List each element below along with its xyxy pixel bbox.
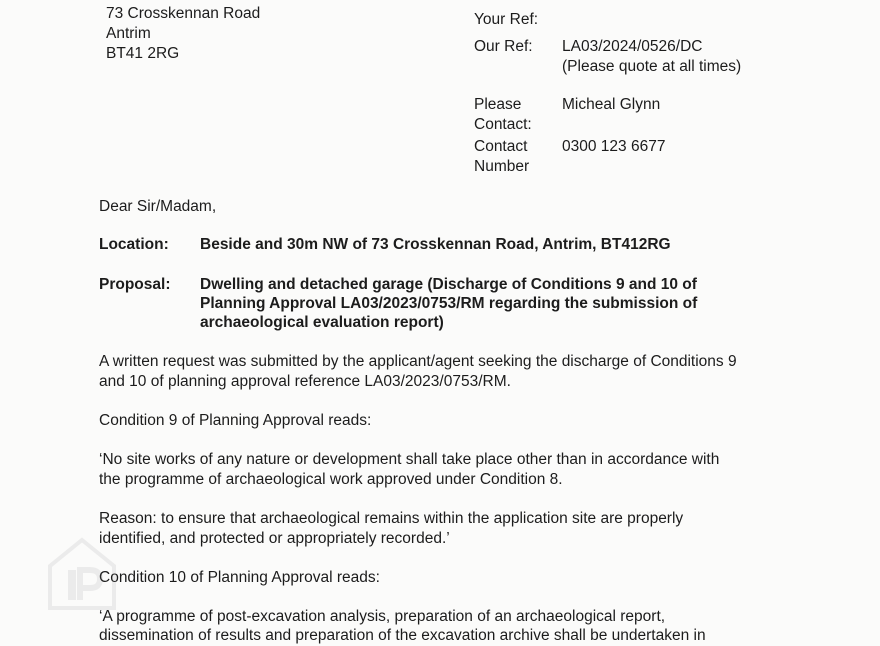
contact-number: 0300 123 6677 xyxy=(562,138,666,155)
property-pal-logo-icon xyxy=(44,536,120,612)
address-line-1: 73 Crosskennan Road xyxy=(106,5,261,22)
address-line-3: BT41 2RG xyxy=(106,45,180,62)
salutation: Dear Sir/Madam, xyxy=(99,198,217,215)
reason-line-2: identified, and protected or appropriately recorded.’ xyxy=(99,530,450,547)
request-paragraph-line-2: and 10 of planning approval reference LA03/2023/0753/RM. xyxy=(99,373,511,390)
contact-number-label-line-2: Number xyxy=(474,158,530,175)
location-value: Beside and 30m NW of 73 Crosskennan Road, Antrim, BT412RG xyxy=(200,236,671,253)
condition-10-text-line-1: ‘A programme of post-excavation analysis, preparation of an archaeological report, xyxy=(99,608,666,625)
proposal-line-3: archaeological evaluation report) xyxy=(200,314,444,331)
proposal-line-1: Dwelling and detached garage (Discharge of Conditions 9 and 10 of xyxy=(200,276,697,293)
proposal-line-2: Planning Approval LA03/2023/0753/RM regarding the submission of xyxy=(200,295,698,312)
your-ref-label: Your Ref: xyxy=(474,11,539,28)
condition-9-heading: Condition 9 of Planning Approval reads: xyxy=(99,412,372,429)
contact-number-label-line-1: Contact xyxy=(474,138,528,155)
condition-10-heading: Condition 10 of Planning Approval reads: xyxy=(99,569,380,586)
condition-9-text-line-1: ‘No site works of any nature or development shall take place other than in accordance with xyxy=(99,451,720,468)
reason-line-1: Reason: to ensure that archaeological remains within the application site are properly xyxy=(99,510,684,527)
our-ref-label: Our Ref: xyxy=(474,38,533,55)
contact-label-line-1: Please xyxy=(474,96,522,113)
condition-9-text-line-2: the programme of archaeological work approved under Condition 8. xyxy=(99,471,563,488)
contact-label-line-2: Contact: xyxy=(474,116,532,133)
address-line-2: Antrim xyxy=(106,25,151,42)
our-ref-value: LA03/2024/0526/DC xyxy=(562,38,703,55)
our-ref-note: (Please quote at all times) xyxy=(562,58,742,75)
proposal-label: Proposal: xyxy=(99,276,171,293)
condition-10-text-line-2: dissemination of results and preparation of the excavation archive shall be undertaken in xyxy=(99,627,706,644)
location-label: Location: xyxy=(99,236,169,253)
request-paragraph-line-1: A written request was submitted by the applicant/agent seeking the discharge of Conditions 9 xyxy=(99,353,737,370)
contact-name: Micheal Glynn xyxy=(562,96,661,113)
